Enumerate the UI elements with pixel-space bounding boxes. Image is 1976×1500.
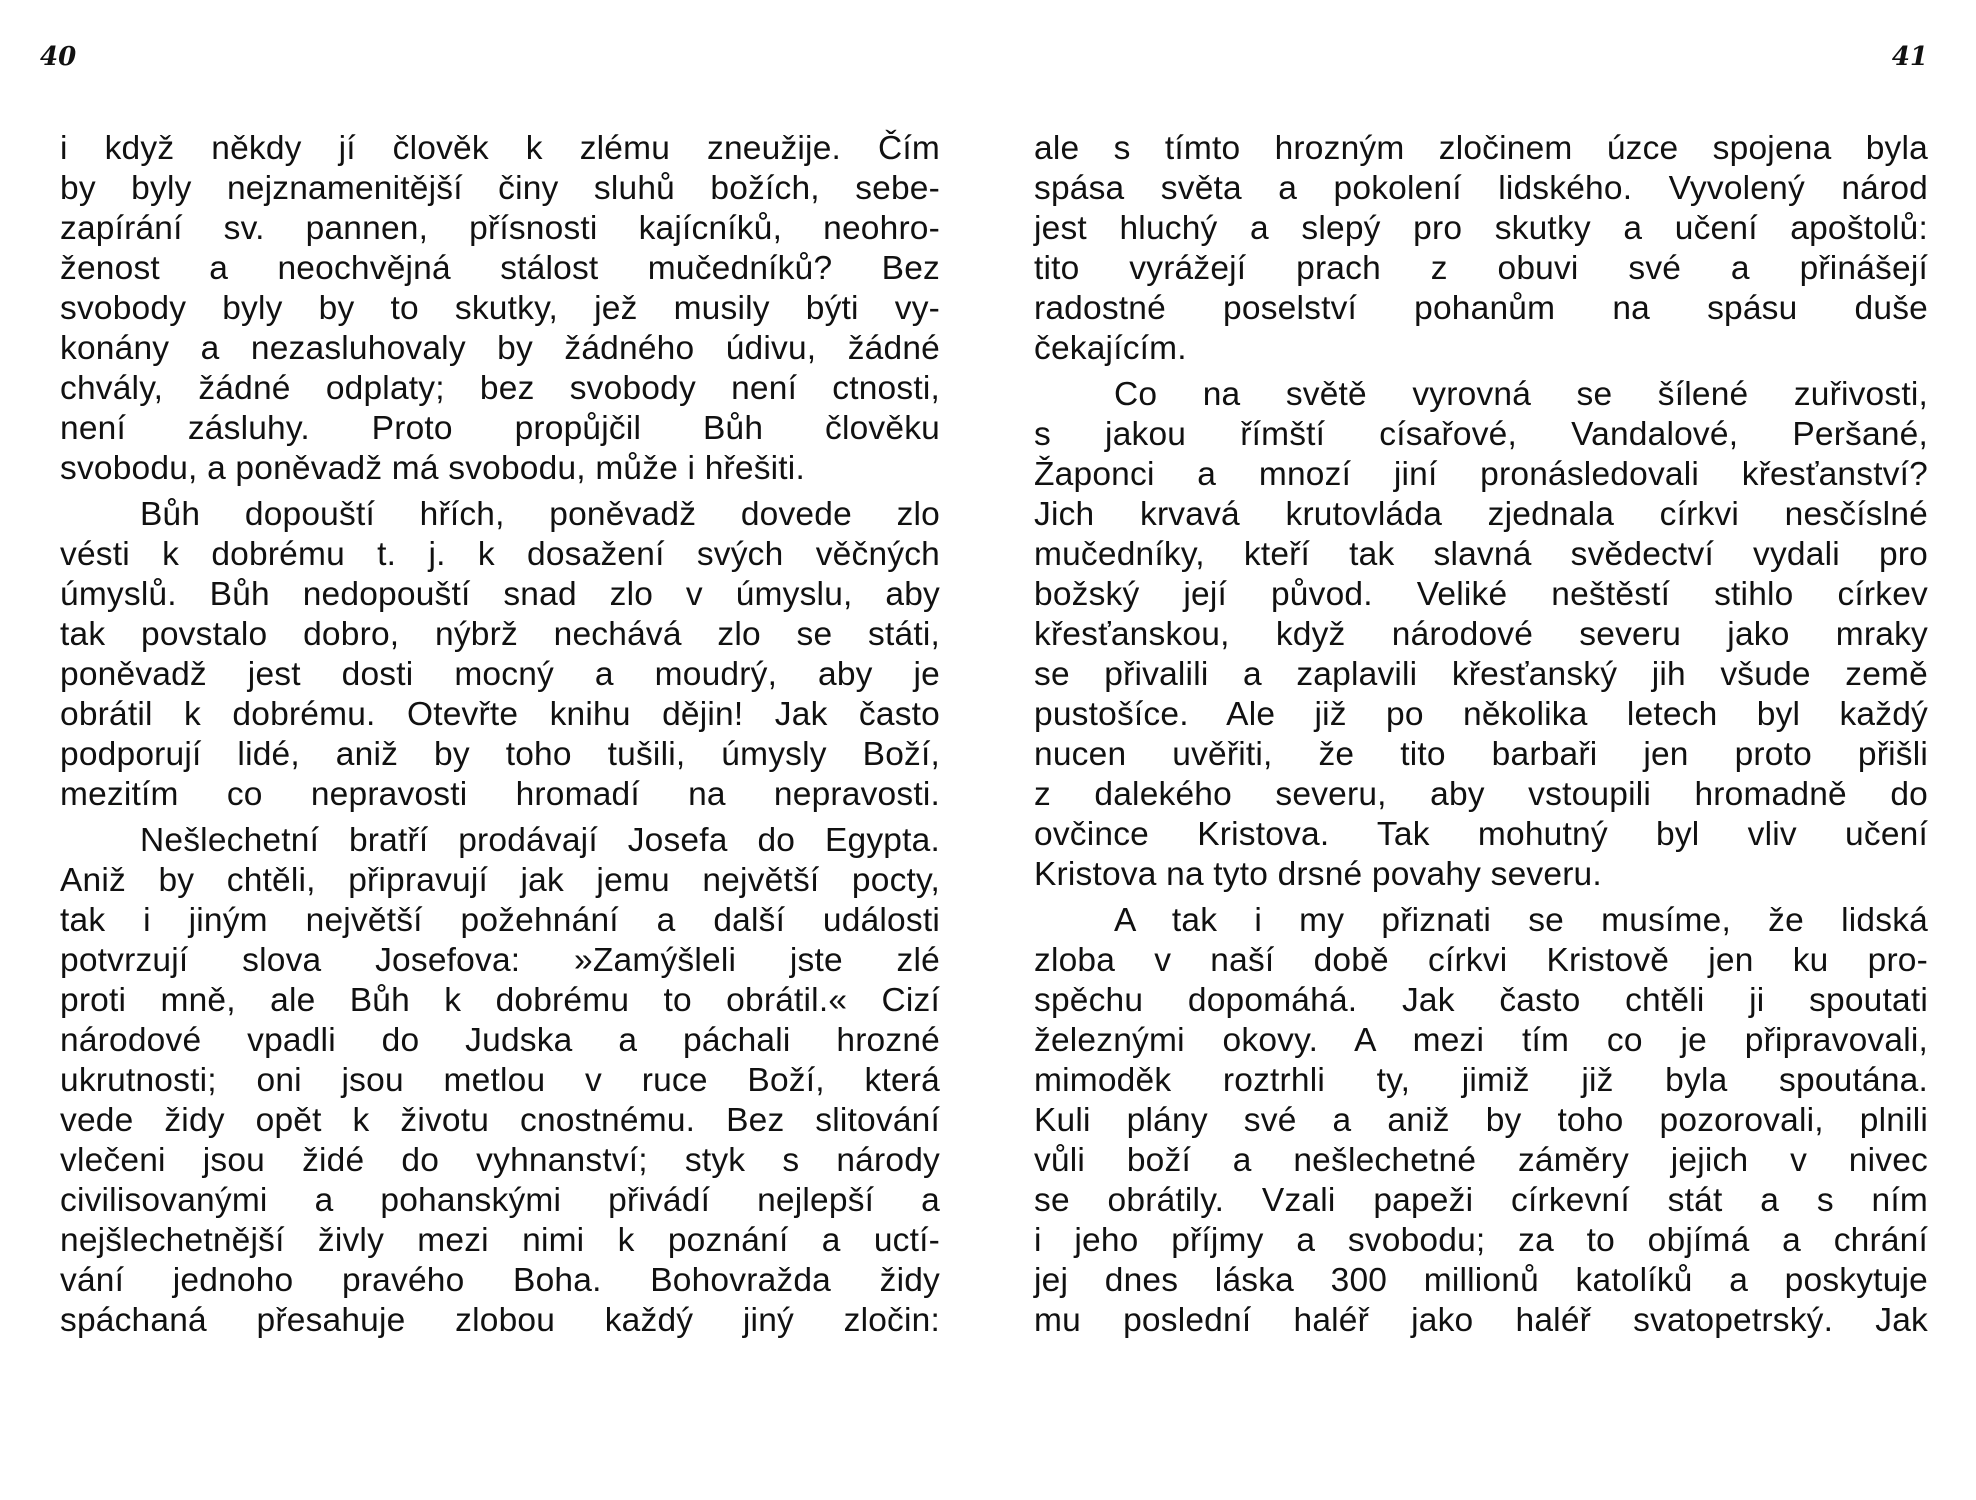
text-line: křesťanskou, když národové severu jako mraky	[1034, 616, 1928, 653]
right-page-text	[1034, 129, 1928, 1341]
text-line: radostné poselství pohanům na spásu duše	[1034, 290, 1928, 327]
paragraph	[1034, 375, 1928, 895]
text-line: Bůh dopouští hřích, poněvadž dovede zlo	[140, 496, 940, 533]
text-line: železnými okovy. A mezi tím co je připravovali,	[1034, 1022, 1928, 1059]
text-line: mu poslední haléř jako haléř svatopetrský. Jak	[1034, 1302, 1928, 1339]
text-line: mučedníky, kteří tak slavná svědectví vydali pro	[1034, 536, 1928, 573]
text-line: vlečeni jsou židé do vyhnanství; styk s národy	[60, 1142, 940, 1179]
text-line: ovčince Kristova. Tak mohutný byl vliv učení	[1034, 816, 1928, 853]
text-line: úmyslů. Bůh nedopouští snad zlo v úmyslu, aby	[60, 576, 940, 613]
text-line: spása světa a pokolení lidského. Vyvolený národ	[1034, 170, 1928, 207]
text-line: obrátil k dobrému. Otevřte knihu dějin! Jak často	[60, 696, 940, 733]
text-line: vůli boží a nešlechetné záměry jejich v nivec	[1034, 1142, 1928, 1179]
text-line: se přivalili a zaplavili křesťanský jih všude země	[1034, 656, 1928, 693]
paragraph	[60, 129, 940, 489]
text-line: Kristova na tyto drsné povahy severu.	[1034, 856, 1602, 893]
text-line: chvály, žádné odplaty; bez svobody není ctnosti,	[60, 370, 940, 407]
text-line: čekajícím.	[1034, 330, 1187, 367]
text-line: i když někdy jí člověk k zlému zneužije. Čím	[60, 130, 940, 167]
text-line: z dalekého severu, aby vstoupili hromadně do	[1034, 776, 1928, 813]
right-page	[988, 0, 1976, 1500]
text-line: svobody byly by to skutky, jež musily býti vy-	[60, 290, 940, 327]
text-line: by byly nejznamenitější činy sluhů božích, sebe-	[60, 170, 940, 207]
page-number-left: 40	[40, 42, 77, 72]
text-line: Co na světě vyrovná se šílené zuřivosti,	[1114, 376, 1928, 413]
text-line: tak i jiným největší požehnání a další události	[60, 902, 940, 939]
text-line: A tak i my přiznati se musíme, že lidská	[1114, 902, 1928, 939]
text-line: mezitím co nepravosti hromadí na nepravosti.	[60, 776, 940, 813]
text-line: vésti k dobrému t. j. k dosažení svých věčných	[60, 536, 940, 573]
text-line: podporují lidé, aniž by toho tušili, úmysly Boží,	[60, 736, 940, 773]
paragraph	[1034, 901, 1928, 1341]
text-line: mimoděk roztrhli ty, jimiž již byla spoutána.	[1034, 1062, 1928, 1099]
text-line: potvrzují slova Josefova: »Zamýšleli jste zlé	[60, 942, 940, 979]
text-line: není zásluhy. Proto propůjčil Bůh člověku	[60, 410, 940, 447]
text-line: božský její původ. Veliké neštěstí stihlo církev	[1034, 576, 1928, 613]
text-line: národové vpadli do Judska a páchali hrozné	[60, 1022, 940, 1059]
text-line: Jich krvavá krutovláda zjednala církvi nesčíslné	[1034, 496, 1928, 533]
text-line: spáchaná přesahuje zlobou každý jiný zločin:	[60, 1302, 940, 1339]
paragraph	[1034, 129, 1928, 369]
text-line: ukrutnosti; oni jsou metlou v ruce Boží, která	[60, 1062, 940, 1099]
text-line: nejšlechetnější živly mezi nimi k poznání a uctí-	[60, 1222, 940, 1259]
text-line: jej dnes láska 300 millionů katolíků a poskytuje	[1034, 1262, 1928, 1299]
text-line: jest hluchý a slepý pro skutky a učení apoštolů:	[1034, 210, 1928, 247]
text-line: Žaponci a mnozí jiní pronásledovali křesťanství?	[1034, 456, 1928, 493]
text-line: se obrátily. Vzali papeži církevní stát a s ním	[1034, 1182, 1928, 1219]
text-line: s jakou římští císařové, Vandalové, Peršané,	[1034, 416, 1928, 453]
text-line: ženost a neochvějná stálost mučedníků? Bez	[60, 250, 940, 287]
text-line: spěchu dopomáhá. Jak často chtěli ji spoutati	[1034, 982, 1928, 1019]
paragraph	[60, 495, 940, 815]
text-line: svobodu, a poněvadž má svobodu, může i hřešiti.	[60, 450, 805, 487]
text-line: vání jednoho pravého Boha. Bohovražda židy	[60, 1262, 940, 1299]
paragraph	[60, 821, 940, 1341]
page-number-right: 41	[1891, 42, 1928, 72]
text-line: poněvadž jest dosti mocný a moudrý, aby je	[60, 656, 940, 693]
text-line: zapírání sv. pannen, přísnosti kajícníků, neohro-	[60, 210, 940, 247]
left-page-text	[60, 129, 940, 1341]
text-line: Aniž by chtěli, připravují jak jemu největší pocty,	[60, 862, 940, 899]
text-line: Kuli plány své a aniž by toho pozorovali, plnili	[1034, 1102, 1928, 1139]
text-line: i jeho příjmy a svobodu; za to objímá a chrání	[1034, 1222, 1928, 1259]
text-line: ale s tímto hrozným zločinem úzce spojena byla	[1034, 130, 1928, 167]
text-line: konány a nezasluhovaly by žádného údivu, žádné	[60, 330, 940, 367]
text-line: Nešlechetní bratří prodávají Josefa do Egypta.	[140, 822, 940, 859]
text-line: pustošíce. Ale již po několika letech byl každý	[1034, 696, 1928, 733]
text-line: zloba v naší době církvi Kristově jen ku pro-	[1034, 942, 1928, 979]
text-line: nucen uvěřiti, že tito barbaři jen proto přišli	[1034, 736, 1928, 773]
text-line: tito vyrážejí prach z obuvi své a přinášejí	[1034, 250, 1928, 287]
text-line: tak povstalo dobro, nýbrž nechává zlo se státi,	[60, 616, 940, 653]
text-line: civilisovanými a pohanskými přivádí nejlepší a	[60, 1182, 940, 1219]
text-line: proti mně, ale Bůh k dobrému to obrátil.« Cizí	[60, 982, 940, 1019]
text-line: vede židy opět k životu cnostnému. Bez slitování	[60, 1102, 940, 1139]
